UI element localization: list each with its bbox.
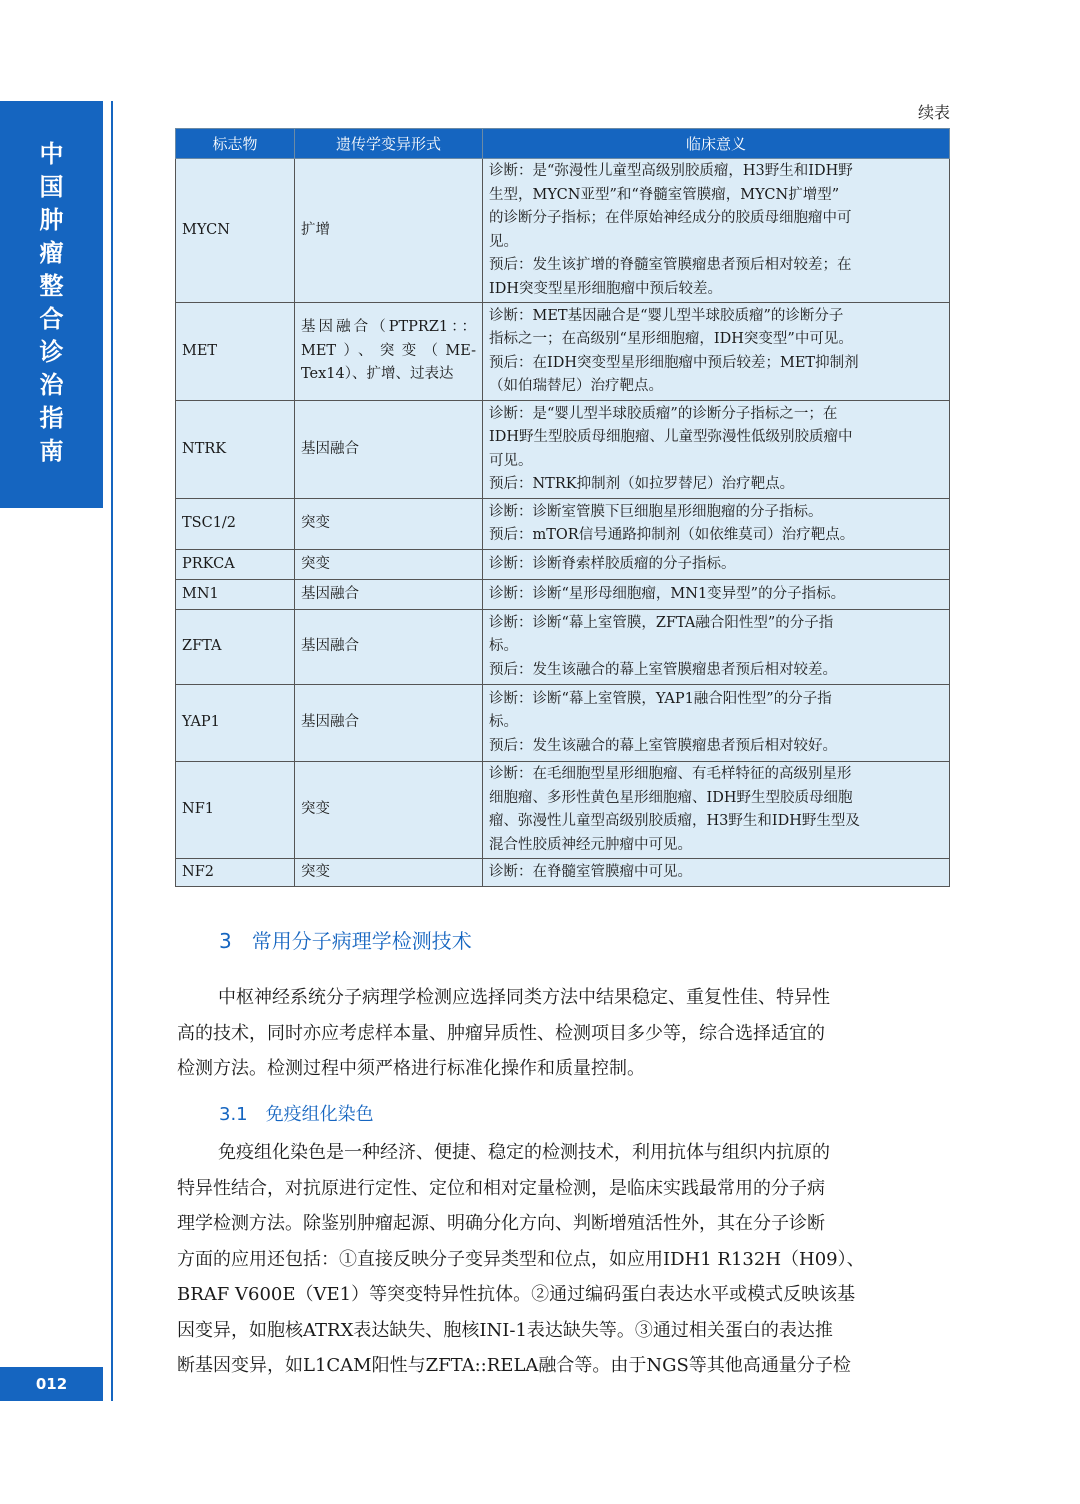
marker-cell: NTRK bbox=[176, 401, 295, 499]
molecular-marker-table bbox=[175, 128, 950, 887]
book-title-char: 指 bbox=[39, 404, 64, 432]
clinical-line: 预后：发生该融合的幕上室管膜瘤患者预后相对较好。 bbox=[489, 737, 837, 754]
clinical-cell bbox=[483, 685, 950, 762]
alteration-cell: 突变 bbox=[295, 762, 483, 859]
clinical-line: （如伯瑞替尼）治疗靶点。 bbox=[489, 378, 663, 394]
paragraph-line: 免疫组化染色是一种经济、便捷、稳定的检测技术，利用抗体与组织内抗原的 bbox=[218, 1142, 830, 1163]
book-title-char: 整 bbox=[39, 272, 64, 300]
alteration-cell: 基因融合（PTPRZ1：：MET）、突变（ME-Tex14）、扩增、过表达 bbox=[295, 303, 483, 401]
alteration-cell: 基因融合 bbox=[295, 580, 483, 610]
clinical-cell bbox=[483, 499, 950, 550]
clinical-line: 可见。 bbox=[489, 452, 533, 469]
continued-label: 续表 bbox=[917, 103, 950, 122]
section-paragraph bbox=[177, 980, 950, 1087]
clinical-line: 瘤、弥漫性儿童型高级别胶质瘤，H3野生和IDH野生型及 bbox=[489, 813, 860, 829]
paragraph-line: 断基因变异，如L1CAM阳性与ZFTA::RELA融合等。由于NGS等其他高通量分子检 bbox=[177, 1355, 851, 1376]
table-row bbox=[176, 610, 950, 685]
marker-cell: YAP1 bbox=[176, 685, 295, 762]
table-row bbox=[176, 401, 950, 499]
clinical-line: 预后：mTOR信号通路抑制剂（如依维莫司）治疗靶点。 bbox=[489, 527, 855, 543]
table-row bbox=[176, 303, 950, 401]
clinical-line: 预后：NTRK抑制剂（如拉罗替尼）治疗靶点。 bbox=[489, 476, 795, 492]
clinical-line: 诊断：在脊髓室管膜瘤中可见。 bbox=[489, 863, 692, 880]
table-header-row bbox=[176, 129, 950, 159]
marker-cell: ZFTA bbox=[176, 610, 295, 685]
alteration-cell: 突变 bbox=[295, 499, 483, 550]
marker-cell: MET bbox=[176, 303, 295, 401]
paragraph-line: 高的技术，同时亦应考虑样本量、肿瘤异质性、检测项目多少等，综合选择适宜的 bbox=[177, 1022, 825, 1044]
alteration-cell: 扩增 bbox=[295, 159, 483, 303]
marker-cell: MYCN bbox=[176, 159, 295, 303]
clinical-cell bbox=[483, 401, 950, 499]
marker-cell: TSC1/2 bbox=[176, 499, 295, 550]
book-title-char: 南 bbox=[39, 437, 64, 465]
alteration-cell: 突变 bbox=[295, 550, 483, 580]
book-title-char: 治 bbox=[39, 371, 64, 399]
paragraph-line: 因变异，如胞核ATRX表达缺失、胞核INI-1表达缺失等。③通过相关蛋白的表达推 bbox=[177, 1319, 833, 1341]
header-clinical: 临床意义 bbox=[483, 129, 950, 159]
clinical-line: 指标之一；在高级别“星形细胞瘤，IDH突变型”中可见。 bbox=[489, 331, 853, 347]
table-row bbox=[176, 762, 950, 859]
clinical-cell bbox=[483, 762, 950, 859]
table-row bbox=[176, 159, 950, 303]
clinical-line: 标。 bbox=[489, 714, 518, 731]
page-number: 012 bbox=[0, 1367, 103, 1401]
clinical-line: 标。 bbox=[489, 638, 518, 655]
marker-cell: NF1 bbox=[176, 762, 295, 859]
clinical-line: 诊断：诊断“幕上室管膜，YAP1融合阳性型”的分子指 bbox=[489, 690, 832, 707]
clinical-cell bbox=[483, 859, 950, 887]
paragraph-line: BRAF V600E（VE1）等突变特异性抗体。②通过编码蛋白表达水平或模式反映该基 bbox=[177, 1284, 856, 1305]
subsection-paragraph bbox=[177, 1135, 950, 1384]
header-marker: 标志物 bbox=[176, 129, 295, 159]
alteration-cell: 突变 bbox=[295, 859, 483, 887]
clinical-line: 生型，MYCN亚型”和“脊髓室管膜瘤，MYCN扩增型” bbox=[489, 186, 840, 203]
marker-cell: MN1 bbox=[176, 580, 295, 610]
clinical-line: 预后：发生该融合的幕上室管膜瘤患者预后相对较差。 bbox=[489, 661, 837, 678]
clinical-cell bbox=[483, 303, 950, 401]
book-title-char: 国 bbox=[39, 173, 64, 201]
clinical-line: 诊断：是“婴儿型半球胶质瘤”的诊断分子指标之一；在 bbox=[489, 405, 838, 422]
clinical-cell bbox=[483, 550, 950, 580]
clinical-line: 混合性胶质神经元肿瘤中可见。 bbox=[489, 836, 692, 853]
book-title-char: 合 bbox=[39, 305, 64, 333]
book-title-char: 肿 bbox=[39, 206, 64, 234]
clinical-line: 诊断：诊断室管膜下巨细胞星形细胞瘤的分子指标。 bbox=[489, 503, 823, 520]
table-row bbox=[176, 685, 950, 762]
clinical-line: 的诊断分子指标；在伴原始神经成分的胶质母细胞瘤中可 bbox=[489, 210, 852, 226]
paragraph-line: 理学检测方法。除鉴别肿瘤起源、明确分化方向、判断增殖活性外，其在分子诊断 bbox=[177, 1213, 825, 1234]
alteration-cell: 基因融合 bbox=[295, 610, 483, 685]
table-row bbox=[176, 550, 950, 580]
clinical-line: 见。 bbox=[489, 233, 518, 250]
paragraph-line: 中枢神经系统分子病理学检测应选择同类方法中结果稳定、重复性佳、特异性 bbox=[218, 987, 830, 1008]
clinical-cell bbox=[483, 159, 950, 303]
clinical-line: IDH突变型星形细胞瘤中预后较差。 bbox=[489, 280, 722, 297]
table-row bbox=[176, 859, 950, 887]
marker-cell: PRKCA bbox=[176, 550, 295, 580]
clinical-line: 诊断：诊断脊索样胶质瘤的分子指标。 bbox=[489, 555, 736, 572]
clinical-line: 预后：发生该扩增的脊髓室管膜瘤患者预后相对较差；在 bbox=[489, 257, 852, 273]
clinical-line: 诊断：诊断“幕上室管膜，ZFTA融合阳性型”的分子指 bbox=[489, 614, 834, 631]
section-heading: 3 常用分子病理学检测技术 bbox=[219, 929, 472, 953]
book-title-char: 诊 bbox=[39, 338, 64, 366]
book-title-vertical bbox=[0, 138, 103, 468]
subsection-heading: 3.1 免疫组化染色 bbox=[219, 1104, 374, 1125]
table-row bbox=[176, 499, 950, 550]
alteration-cell: 基因融合 bbox=[295, 401, 483, 499]
clinical-line: 诊断：MET基因融合是“婴儿型半球胶质瘤”的诊断分子 bbox=[489, 307, 844, 324]
clinical-line: 诊断：在毛细胞型星形细胞瘤、有毛样特征的高级别星形 bbox=[489, 766, 852, 782]
paragraph-line: 方面的应用还包括：①直接反映分子变异类型和位点，如应用IDH1 R132H（H09）、 bbox=[177, 1248, 865, 1270]
clinical-cell bbox=[483, 610, 950, 685]
alteration-cell: 基因融合 bbox=[295, 685, 483, 762]
book-title-char: 瘤 bbox=[39, 239, 64, 267]
clinical-line: 诊断：是“弥漫性儿童型高级别胶质瘤，H3野生和IDH野 bbox=[489, 163, 853, 179]
header-alteration: 遗传学变异形式 bbox=[295, 129, 483, 159]
book-title-char: 中 bbox=[39, 140, 64, 168]
clinical-line: IDH野生型胶质母细胞瘤、儿童型弥漫性低级别胶质瘤中 bbox=[489, 429, 853, 445]
paragraph-line: 检测方法。检测过程中须严格进行标准化操作和质量控制。 bbox=[177, 1058, 645, 1079]
clinical-line: 细胞瘤、多形性黄色星形细胞瘤、IDH野生型胶质母细胞 bbox=[489, 789, 853, 806]
paragraph-line: 特异性结合，对抗原进行定性、定位和相对定量检测，是临床实践最常用的分子病 bbox=[177, 1177, 825, 1199]
table-row bbox=[176, 580, 950, 610]
clinical-cell bbox=[483, 580, 950, 610]
margin-rule bbox=[111, 101, 113, 1401]
clinical-line: 诊断：诊断“星形母细胞瘤，MN1变异型”的分子指标。 bbox=[489, 585, 846, 602]
clinical-line: 预后：在IDH突变型星形细胞瘤中预后较差；MET抑制剂 bbox=[489, 354, 859, 371]
marker-cell: NF2 bbox=[176, 859, 295, 887]
